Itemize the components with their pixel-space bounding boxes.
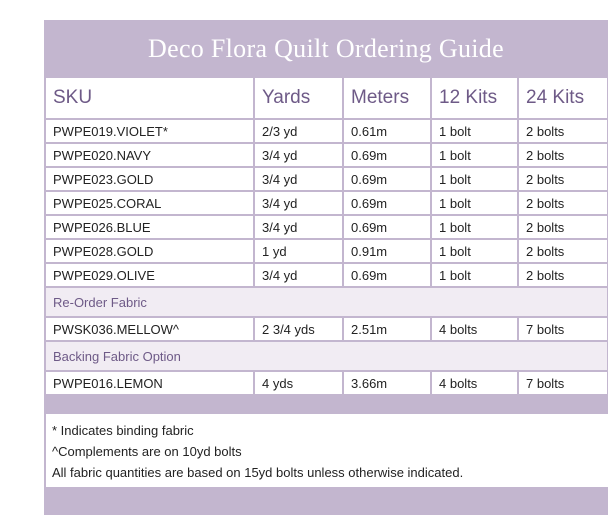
header-12-kits: 12 Kits xyxy=(431,78,518,119)
backing-section-row xyxy=(46,341,607,371)
yards-cell: 2 3/4 yds xyxy=(254,317,343,341)
table-row xyxy=(46,215,607,239)
sku-cell: PWPE025.CORAL xyxy=(46,191,254,215)
backing-section-label: Backing Fabric Option xyxy=(46,341,607,371)
kits-12-cell: 1 bolt xyxy=(431,263,518,287)
kits-12-cell: 1 bolt xyxy=(431,167,518,191)
table-row xyxy=(46,371,607,395)
yards-cell: 3/4 yd xyxy=(254,263,343,287)
header-yards: Yards xyxy=(254,78,343,119)
meters-cell: 0.69m xyxy=(343,263,431,287)
sku-cell: PWPE026.BLUE xyxy=(46,215,254,239)
complements-note: ^Complements are on 10yd bolts xyxy=(52,444,242,459)
ordering-table xyxy=(46,78,607,396)
sku-cell: PWPE028.GOLD xyxy=(46,239,254,263)
table-row xyxy=(46,317,607,341)
kits-12-cell: 1 bolt xyxy=(431,239,518,263)
yards-cell: 4 yds xyxy=(254,371,343,395)
kits-24-cell: 2 bolts xyxy=(518,143,607,167)
kits-12-cell: 4 bolts xyxy=(431,371,518,395)
meters-cell: 3.66m xyxy=(343,371,431,395)
meters-cell: 0.91m xyxy=(343,239,431,263)
reorder-section-label: Re-Order Fabric xyxy=(46,287,607,317)
kits-24-cell: 2 bolts xyxy=(518,191,607,215)
sku-cell: PWPE016.LEMON xyxy=(46,371,254,395)
meters-cell: 0.61m xyxy=(343,119,431,143)
yards-cell: 3/4 yd xyxy=(254,143,343,167)
ordering-guide-card xyxy=(44,20,608,515)
kits-12-cell: 1 bolt xyxy=(431,119,518,143)
meters-cell: 0.69m xyxy=(343,143,431,167)
yards-cell: 2/3 yd xyxy=(254,119,343,143)
header-meters: Meters xyxy=(343,78,431,119)
sku-cell: PWPE023.GOLD xyxy=(46,167,254,191)
header-sku: SKU xyxy=(46,78,254,119)
table-row xyxy=(46,119,607,143)
footnotes xyxy=(46,414,608,487)
yards-cell: 3/4 yd xyxy=(254,191,343,215)
table-row xyxy=(46,263,607,287)
table-row xyxy=(46,143,607,167)
kits-24-cell: 7 bolts xyxy=(518,317,607,341)
yards-cell: 3/4 yd xyxy=(254,215,343,239)
sku-cell: PWPE019.VIOLET* xyxy=(46,119,254,143)
kits-24-cell: 2 bolts xyxy=(518,263,607,287)
table-row xyxy=(46,167,607,191)
kits-24-cell: 2 bolts xyxy=(518,239,607,263)
sku-cell: PWSK036.MELLOW^ xyxy=(46,317,254,341)
table-row xyxy=(46,191,607,215)
yards-cell: 3/4 yd xyxy=(254,167,343,191)
reorder-section-row xyxy=(46,287,607,317)
kits-24-cell: 2 bolts xyxy=(518,215,607,239)
meters-cell: 0.69m xyxy=(343,167,431,191)
header-24-kits: 24 Kits xyxy=(518,78,607,119)
kits-24-cell: 2 bolts xyxy=(518,119,607,143)
kits-24-cell: 7 bolts xyxy=(518,371,607,395)
table-header-row xyxy=(46,78,607,119)
bolts-note: All fabric quantities are based on 15yd bolts unless otherwise indicated. xyxy=(52,465,464,480)
meters-cell: 0.69m xyxy=(343,215,431,239)
guide-title: Deco Flora Quilt Ordering Guide xyxy=(148,34,504,63)
kits-12-cell: 1 bolt xyxy=(431,215,518,239)
table-row xyxy=(46,239,607,263)
binding-note: * Indicates binding fabric xyxy=(52,423,194,438)
sku-cell: PWPE029.OLIVE xyxy=(46,263,254,287)
yards-cell: 1 yd xyxy=(254,239,343,263)
kits-12-cell: 1 bolt xyxy=(431,143,518,167)
kits-12-cell: 4 bolts xyxy=(431,317,518,341)
kits-12-cell: 1 bolt xyxy=(431,191,518,215)
meters-cell: 0.69m xyxy=(343,191,431,215)
sku-cell: PWPE020.NAVY xyxy=(46,143,254,167)
meters-cell: 2.51m xyxy=(343,317,431,341)
kits-24-cell: 2 bolts xyxy=(518,167,607,191)
